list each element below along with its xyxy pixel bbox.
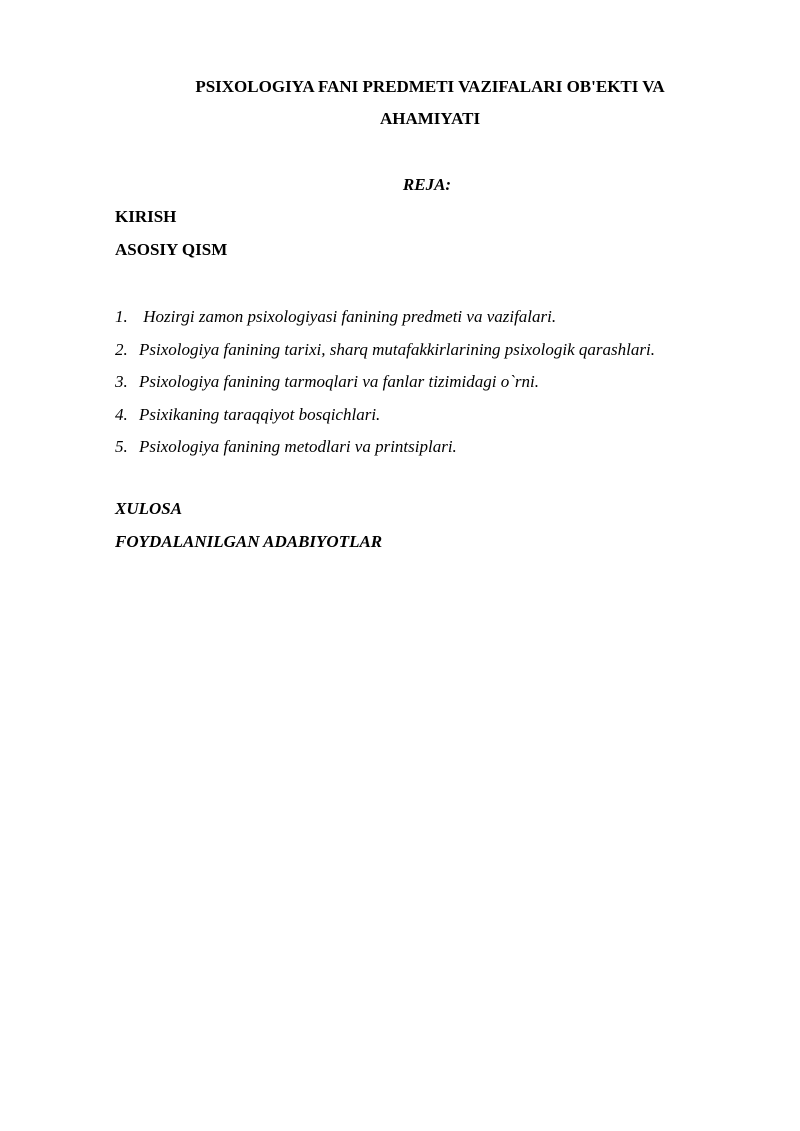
plan-item-text: Hozirgi zamon psixologiyasi fanining predmeti va vazifalari. bbox=[139, 307, 557, 327]
plan-item-number: 2. bbox=[115, 339, 128, 359]
plan-item-text: Psixologiya fanining tarmoqlari va fanlar tizimidagi o`rni. bbox=[139, 372, 539, 392]
plan-item-2 bbox=[115, 334, 655, 367]
plan-item-1 bbox=[115, 301, 655, 334]
plan-item-text: Psixikaning taraqqiyot bosqichlari. bbox=[139, 404, 381, 424]
plan-item-4 bbox=[115, 399, 655, 432]
main-part-heading: ASOSIY QISM bbox=[115, 240, 228, 259]
document-title bbox=[110, 71, 750, 135]
plan-item-5 bbox=[115, 431, 655, 464]
plan-item-text: Psixologiya fanining metodlari va printsiplari. bbox=[139, 437, 457, 457]
conclusion-heading: XULOSA bbox=[115, 499, 183, 518]
plan-item-3 bbox=[115, 366, 655, 399]
plan-item-number: 3. bbox=[115, 372, 128, 392]
plan-item-number: 1. bbox=[115, 307, 128, 327]
plan-item-text: Psixologiya fanining tarixi, sharq mutafakkirlarining psixologik qarashlari. bbox=[139, 339, 655, 359]
plan-item-number: 5. bbox=[115, 437, 128, 457]
plan-item-number: 4. bbox=[115, 404, 128, 424]
title-line-1: PSIXOLOGIYA FANI PREDMETI VAZIFALARI OB'EKTI VA bbox=[195, 77, 665, 96]
intro-heading: KIRISH bbox=[115, 207, 177, 226]
plan-heading: REJA: bbox=[402, 175, 452, 194]
references-heading: FOYDALANILGAN ADABIYOTLAR bbox=[115, 532, 383, 551]
title-line-2: AHAMIYATI bbox=[379, 109, 481, 128]
plan-list bbox=[115, 301, 655, 464]
